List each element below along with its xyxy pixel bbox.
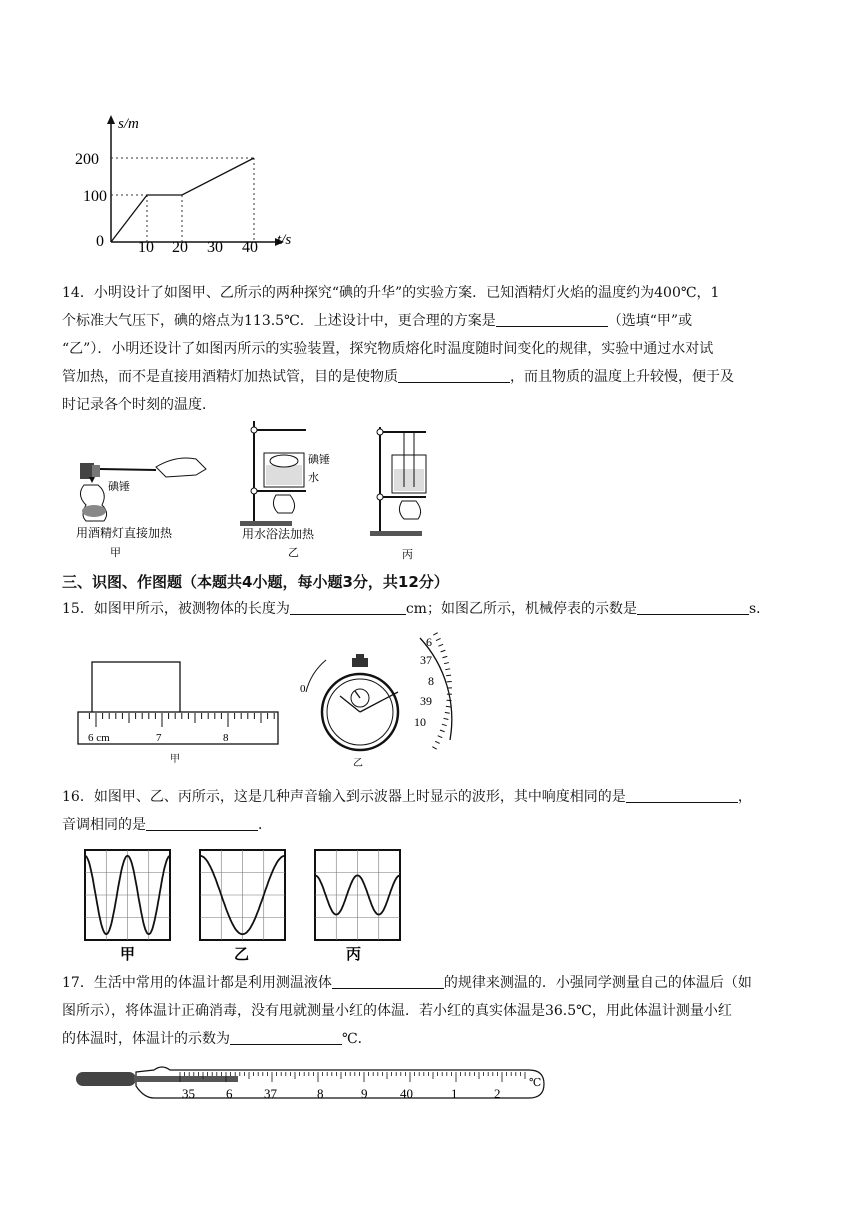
stopwatch-tick xyxy=(441,650,446,652)
q15-blank-1[interactable] xyxy=(290,598,406,615)
stopwatch-tick xyxy=(445,669,450,670)
q17-line2: 图所示），将体温计正确消毒，没有甩就测量小红的体温．若小红的真实体温是36.5℃，用此体温计测量小红 xyxy=(62,1003,732,1019)
section-3-heading: 三、识图、作图题（本题共4小题，每小题3分，共12分） xyxy=(62,573,449,591)
y-axis-label: s/m xyxy=(118,116,139,132)
q16-text xyxy=(62,783,798,839)
fig-jia-caption: 用酒精灯直接加热 xyxy=(76,526,173,540)
stopwatch-tick xyxy=(438,736,443,738)
stopwatch-outer-label-39: 39 xyxy=(420,694,432,708)
stopwatch-outer-label-37: 37 xyxy=(420,653,432,667)
x-tick-10: 10 xyxy=(138,239,154,255)
fig-jia-item-label: 碘锤 xyxy=(108,481,130,493)
x-tick-40: 40 xyxy=(242,239,258,255)
thermo-label-37: 37 xyxy=(264,1086,277,1101)
ruler-label-6cm: 6 cm xyxy=(88,732,110,744)
oscilloscope-figures xyxy=(80,845,410,963)
q14-line5: 时记录各个时刻的温度． xyxy=(62,397,216,413)
y-tick-100: 100 xyxy=(83,188,107,205)
ruler-label-7: 7 xyxy=(156,732,162,744)
stopwatch-outer-label-10: 10 xyxy=(414,715,426,729)
q17-line3: 的体温时，体温计的示数为 ℃． xyxy=(62,1025,798,1053)
q15-blank-2[interactable] xyxy=(637,598,749,615)
thermo-label-35: 35 xyxy=(182,1086,195,1101)
stopwatch-tick xyxy=(444,663,449,664)
stopwatch-small-label: 0 xyxy=(300,683,306,695)
q16-blank-2[interactable] xyxy=(146,814,258,831)
fig-yi-caption: 用水浴法加热 xyxy=(242,527,315,541)
ruler-and-stopwatch-figures xyxy=(70,630,460,770)
ruler-fig-label: 甲 xyxy=(170,754,180,765)
q17-line1: 17．生活中常用的体温计都是利用测温液体 的规律来测温的．小强同学测量自己的体温后（如 xyxy=(62,969,798,997)
thermo-label-6: 6 xyxy=(226,1086,233,1101)
stopwatch-outer-label-8: 8 xyxy=(428,674,434,688)
x-tick-20: 20 xyxy=(172,239,188,255)
fig-yi-item1-label: 碘锤 xyxy=(308,454,330,466)
stopwatch-tick xyxy=(442,724,447,725)
stopwatch-tick xyxy=(438,644,443,646)
fig-jia-label: 甲 xyxy=(110,547,121,559)
stopwatch-tick xyxy=(436,638,441,640)
figure-jia-direct-heating xyxy=(76,458,206,559)
stopwatch-tick xyxy=(442,656,447,657)
ruler-label-8: 8 xyxy=(223,732,229,744)
stopwatch-tick xyxy=(433,633,437,635)
q17-text xyxy=(62,969,798,1053)
clinical-thermometer xyxy=(74,1064,549,1106)
q14-line2: 个标准大气压下，碘的熔点为113.5℃．上述设计中，更合理的方案是 （选填“甲”或 xyxy=(62,307,798,335)
stopwatch-figure xyxy=(300,630,452,769)
q14-text xyxy=(62,279,798,419)
osc-label-yi: 乙 xyxy=(234,947,250,963)
q16-line1: 16．如图甲、乙、丙所示，这是几种声音输入到示波器上时显示的波形，其中响度相同的是 ， xyxy=(62,783,798,811)
s-t-graph xyxy=(70,110,310,255)
figure-yi-water-bath xyxy=(240,421,330,559)
q14-line4: 管加热，而不是直接用酒精灯加热试管，目的是使物质 ，而且物质的温度上升较慢，便于及 xyxy=(62,363,798,391)
fig-yi-item2-label: 水 xyxy=(308,472,319,484)
q15-text: 15．如图甲所示，被测物体的长度为 cm；如图乙所示，机械停表的示数是 s． xyxy=(62,595,798,623)
osc-label-jia: 甲 xyxy=(120,947,136,963)
y-tick-200: 200 xyxy=(75,151,99,168)
stopwatch-tick xyxy=(432,747,436,749)
q14-line3: “乙”）．小明还设计了如图丙所示的实验装置，探究物质熔化时温度随时间变化的规律，实验中通过水对试 xyxy=(62,341,714,357)
thermo-label-2: 2 xyxy=(494,1086,501,1101)
q16-blank-1[interactable] xyxy=(626,786,738,803)
stopwatch-fig-label: 乙 xyxy=(353,758,363,769)
thermo-label-1: 1 xyxy=(451,1086,458,1101)
ruler-figure xyxy=(78,662,278,765)
stopwatch-outer-label-6: 6 xyxy=(426,635,432,649)
stopwatch-tick xyxy=(446,675,451,676)
q17-blank-2[interactable] xyxy=(230,1028,342,1045)
stopwatch-tick xyxy=(435,741,439,743)
stopwatch-tick xyxy=(445,712,450,713)
fig-yi-label: 乙 xyxy=(288,547,299,559)
stopwatch-tick xyxy=(440,730,445,732)
osc-label-bing: 丙 xyxy=(346,947,362,963)
y-tick-0: 0 xyxy=(96,233,104,250)
stopwatch-tick xyxy=(446,706,451,707)
x-axis-label: t/s xyxy=(277,232,292,248)
thermo-label-8: 8 xyxy=(317,1086,324,1101)
stopwatch-tick xyxy=(444,718,449,719)
x-tick-30: 30 xyxy=(207,239,223,255)
q16-line2: 音调相同的是 ． xyxy=(62,811,798,839)
thermo-unit: ℃ xyxy=(529,1077,542,1089)
fig-bing-label: 丙 xyxy=(402,549,413,561)
thermo-label-9: 9 xyxy=(361,1086,368,1101)
q14-line1: 14．小明设计了如图甲、乙所示的两种探究“碘的升华”的实验方案．已知酒精灯火焰的温度约为400℃，1 xyxy=(62,285,720,301)
q17-blank-1[interactable] xyxy=(332,972,444,989)
q14-blank-2[interactable] xyxy=(398,366,510,383)
thermo-label-40: 40 xyxy=(400,1086,413,1101)
iodine-apparatus-figures xyxy=(70,415,450,567)
q14-blank-1[interactable] xyxy=(496,310,608,327)
figure-bing-melting xyxy=(370,427,426,561)
